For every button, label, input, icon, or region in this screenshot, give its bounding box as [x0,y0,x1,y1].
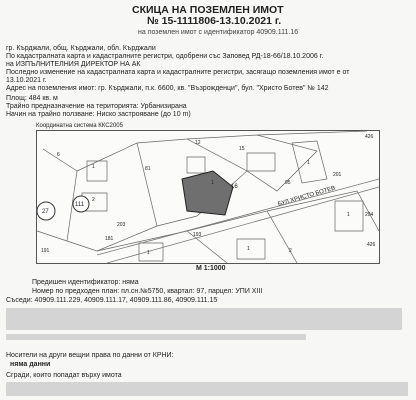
parcel-label-2: 2 [92,197,95,203]
parcel-label-203: 203 [117,222,126,228]
document-number: № 15-1111806-13.10.2021 г. [147,15,282,27]
parcel-label-1f: 1 [211,180,214,186]
parcel-label-2b: 2 [289,248,292,254]
parcel-label-181: 181 [105,236,114,242]
parcel-label-6: 6 [57,152,60,158]
parcel-label-12: 12 [195,140,201,146]
parcel-label-191: 191 [41,248,50,254]
parcel-label-1e: 1 [247,246,250,252]
coord-system-label: Координатна система ККС2005 [36,123,123,129]
parcel-label-81: 81 [145,166,151,172]
parcel-label-16: 16 [231,184,238,190]
other-rights-line: Носители на други вещни права по данни от КРНИ: [6,352,174,359]
identifier-line: на поземлен имот с идентификатор 40909.111.16 [138,29,299,36]
parcel-label-193: 193 [193,232,202,238]
parcel-label-204: 204 [365,212,374,218]
executive-line: на ИЗПЪЛНИТЕЛНИЯ ДИРЕКТОР НА АК [6,61,141,68]
buildings-line: Сгради, които попадат върху имота [6,372,122,379]
redacted-block [6,382,408,396]
parcel-label-1a: 1 [92,164,95,170]
parcel-label-1d: 1 [147,250,150,256]
parcel-label-426a: 426 [365,134,374,140]
area-line: Площ: 484 кв. м [6,95,58,102]
last-change-line: Последно изменение на кадастралната карта и кадастралните регистри, засягащо поземления имот е от [6,69,350,76]
subject-parcel [182,171,233,215]
previous-plan-number: Номер по предходен план: пл.сн.№5750, квартал: 97, парцел: УПИ XIII [32,288,263,295]
other-rights-value: няма данни [10,361,51,368]
previous-identifier: Предишен идентификатор: няма [32,279,139,286]
usage-line: Начин на трайно ползване: Ниско застрояване (до 10 m) [6,111,191,118]
parcel-label-27: 27 [42,209,49,215]
parcel-label-111: 111 [75,202,85,208]
parcel-label-95: 95 [285,180,291,186]
redacted-block [6,334,306,340]
parcel-label-1c: 1 [347,212,350,218]
parcel-label-201: 201 [333,172,342,178]
last-change-date: 13.10.2021 г. [6,77,47,84]
parcel-label-15: 15 [239,146,245,152]
map-scale: М 1:1000 [196,265,226,272]
cadastre-order-line: По кадастралната карта и кадастралните регистри, одобрени със Заповед РД-18-66/18.10.2006 г. [6,53,324,60]
neighbors-line: Съседи: 40909.111.229, 40909.111.17, 40909.111.86, 40909.111.15 [6,297,218,304]
cadastral-map [36,130,380,264]
territory-line: Трайно предназначение на територията: Урбанизирана [6,103,187,110]
parcel-label-426b: 426 [367,242,376,248]
parcel-label-1b: 1 [307,160,310,166]
map-drawing [37,131,379,263]
address-line: Адрес на поземления имот: гр. Кърджали, п.к. 6600, кв. "Възрожденци", бул. "Христо Ботев" № 142 [6,85,329,92]
document-title: СКИЦА НА ПОЗЕМЛЕН ИМОТ [132,4,284,16]
redacted-block [6,308,402,330]
street-label: БУЛ.ХРИСТО БОТЕВ [277,185,337,208]
location-line: гр. Кърджали, общ. Кърджали, обл. Кърджали [6,45,156,52]
